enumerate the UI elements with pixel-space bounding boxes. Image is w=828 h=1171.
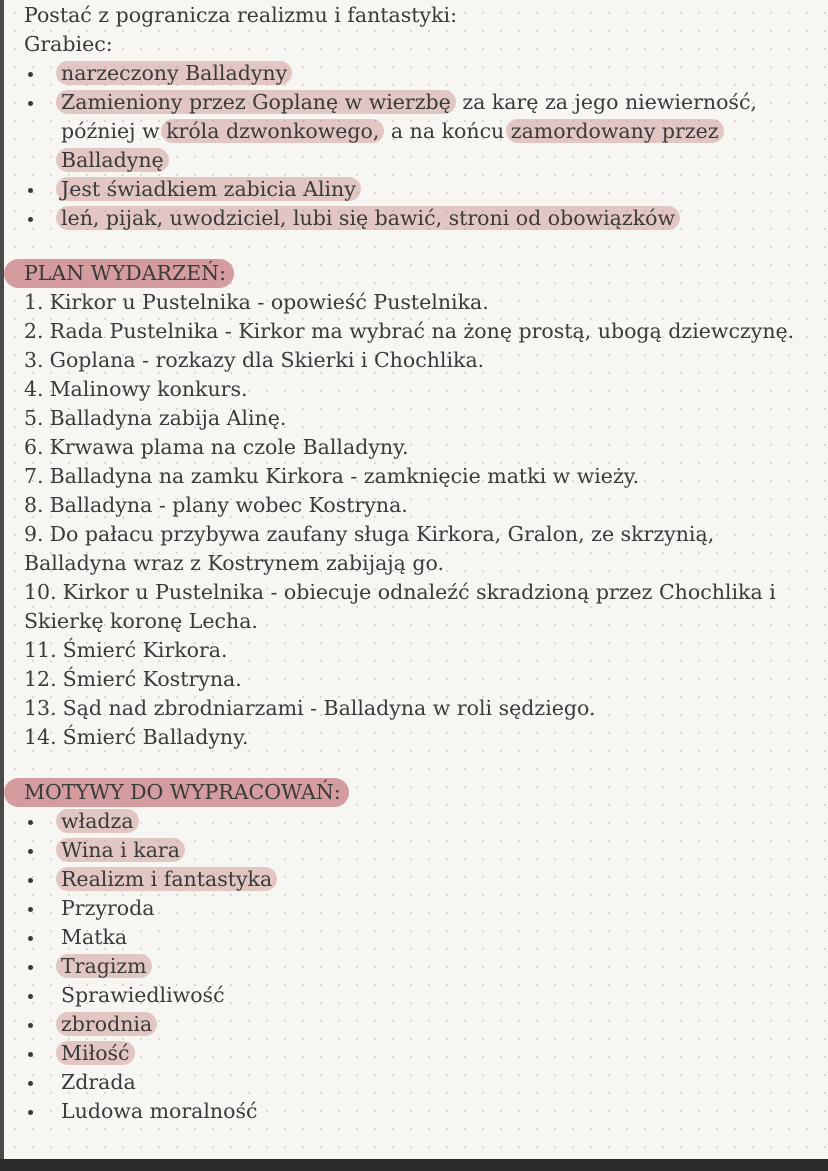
plan-item-text: Goplana - rozkazy dla Skierki i Chochlika. [49, 348, 485, 372]
highlighted-motif: zbrodnia [56, 1012, 157, 1036]
character-name: Grabiec: [24, 32, 113, 56]
plan-item-text: Kirkor u Pustelnika - opowieść Pustelnika. [49, 290, 489, 314]
plan-item-number: 7. [24, 464, 44, 488]
highlighted-text: zamordowany przez Balladynę [56, 119, 724, 172]
plan-item-number: 6. [24, 435, 44, 459]
motif-text: Zdrada [61, 1070, 136, 1094]
plan-item-number: 1. [24, 290, 44, 314]
text-segment: a na końcu [384, 119, 511, 143]
plan-item-number: 9. [24, 522, 44, 546]
motif-list-item [24, 981, 820, 1010]
motif-text: Sprawiedliwość [61, 983, 225, 1007]
character-traits-list [24, 59, 820, 233]
plan-item-number: 14. [24, 725, 57, 749]
highlighted-text: króla dzwonkowego, [161, 119, 384, 143]
highlighted-text: narzeczony Balladyny [56, 61, 292, 85]
plan-list-item [24, 578, 814, 636]
motifs-list [24, 807, 820, 1126]
motifs-section-title: MOTYWY DO WYPRACOWAŃ: [4, 778, 349, 807]
plan-item-number: 5. [24, 406, 44, 430]
plan-list [24, 288, 820, 752]
highlighted-motif: Miłość [56, 1041, 135, 1065]
note-page [24, 0, 820, 1126]
plan-item-text: Śmierć Kirkora. [62, 638, 228, 662]
plan-list-item [24, 636, 814, 665]
trait-list-item [24, 175, 820, 204]
motif-list-item [24, 1097, 820, 1126]
plan-list-item [24, 317, 814, 346]
plan-item-number: 2. [24, 319, 44, 343]
plan-item-number: 12. [24, 667, 57, 691]
plan-list-item [24, 404, 814, 433]
plan-item-text: Krwawa plama na czole Balladyny. [49, 435, 409, 459]
plan-list-item [24, 288, 814, 317]
plan-item-text: Śmierć Balladyny. [62, 725, 249, 749]
plan-list-item [24, 665, 814, 694]
plan-item-text: Sąd nad zbrodniarzami - Balladyna w roli sędziego. [62, 696, 596, 720]
plan-list-item [24, 433, 814, 462]
text-segment: za karę za jego niewierność, później w [61, 90, 757, 143]
plan-item-text: Śmierć Kostryna. [62, 667, 242, 691]
highlighted-motif: Wina i kara [56, 838, 185, 862]
plan-item-text: Do pałacu przybywa zaufany sługa Kirkora, Gralon, ze skrzynią, Balladyna wraz z Kostrynem zabijają go. [24, 522, 715, 575]
motif-text: Ludowa moralność [61, 1099, 258, 1123]
plan-list-item [24, 375, 814, 404]
motif-list-item [24, 1068, 820, 1097]
motif-text: Przyroda [61, 896, 155, 920]
motif-list-item [24, 1039, 820, 1068]
plan-item-text: Balladyna zabija Alinę. [49, 406, 287, 430]
plan-item-number: 11. [24, 638, 57, 662]
highlighted-motif: Realizm i fantastyka [56, 867, 277, 891]
motif-list-item [24, 836, 820, 865]
trait-list-item [24, 59, 820, 88]
highlighted-motif: Tragizm [56, 954, 152, 978]
highlighted-text: Zamieniony przez Goplanę w wierzbę [56, 90, 456, 114]
plan-item-number: 4. [24, 377, 44, 401]
highlighted-text: leń, pijak, uwodziciel, lubi się bawić, stroni od obowiązków [56, 206, 680, 230]
highlighted-motif: władza [56, 809, 139, 833]
trait-list-item [24, 204, 820, 233]
plan-list-item [24, 491, 814, 520]
plan-item-text: Rada Pustelnika - Kirkor ma wybrać na żonę prostą, ubogą dziewczynę. [49, 319, 795, 343]
plan-item-text: Balladyna na zamku Kirkora - zamknięcie matki w wieży. [49, 464, 640, 488]
motif-list-item [24, 865, 820, 894]
motif-list-item [24, 923, 820, 952]
plan-item-number: 13. [24, 696, 57, 720]
trait-list-item [24, 88, 761, 175]
plan-item-number: 10. [24, 580, 57, 604]
motif-list-item [24, 952, 820, 981]
highlighted-text: Jest świadkiem zabicia Aliny [56, 177, 361, 201]
plan-item-text: Kirkor u Pustelnika - obiecuje odnaleźć skradzioną przez Chochlika i Skierkę koronę Lecha. [24, 580, 776, 633]
intro-title: Postać z pogranicza realizmu i fantastyki: [24, 3, 457, 27]
plan-item-text: Balladyna - plany wobec Kostryna. [49, 493, 408, 517]
motif-list-item [24, 894, 820, 923]
plan-list-item [24, 723, 814, 752]
motif-list-item [24, 1010, 820, 1039]
bottom-edge-bar [0, 1159, 828, 1171]
plan-item-number: 3. [24, 348, 44, 372]
motif-list-item [24, 807, 820, 836]
plan-item-text: Malinowy konkurs. [49, 377, 248, 401]
plan-list-item [24, 346, 814, 375]
plan-section-title: PLAN WYDARZEŃ: [4, 259, 234, 288]
plan-item-number: 8. [24, 493, 44, 517]
plan-list-item [24, 694, 814, 723]
plan-list-item [24, 462, 814, 491]
motif-text: Matka [61, 925, 128, 949]
plan-list-item [24, 520, 814, 578]
left-margin-rule [0, 0, 4, 1171]
